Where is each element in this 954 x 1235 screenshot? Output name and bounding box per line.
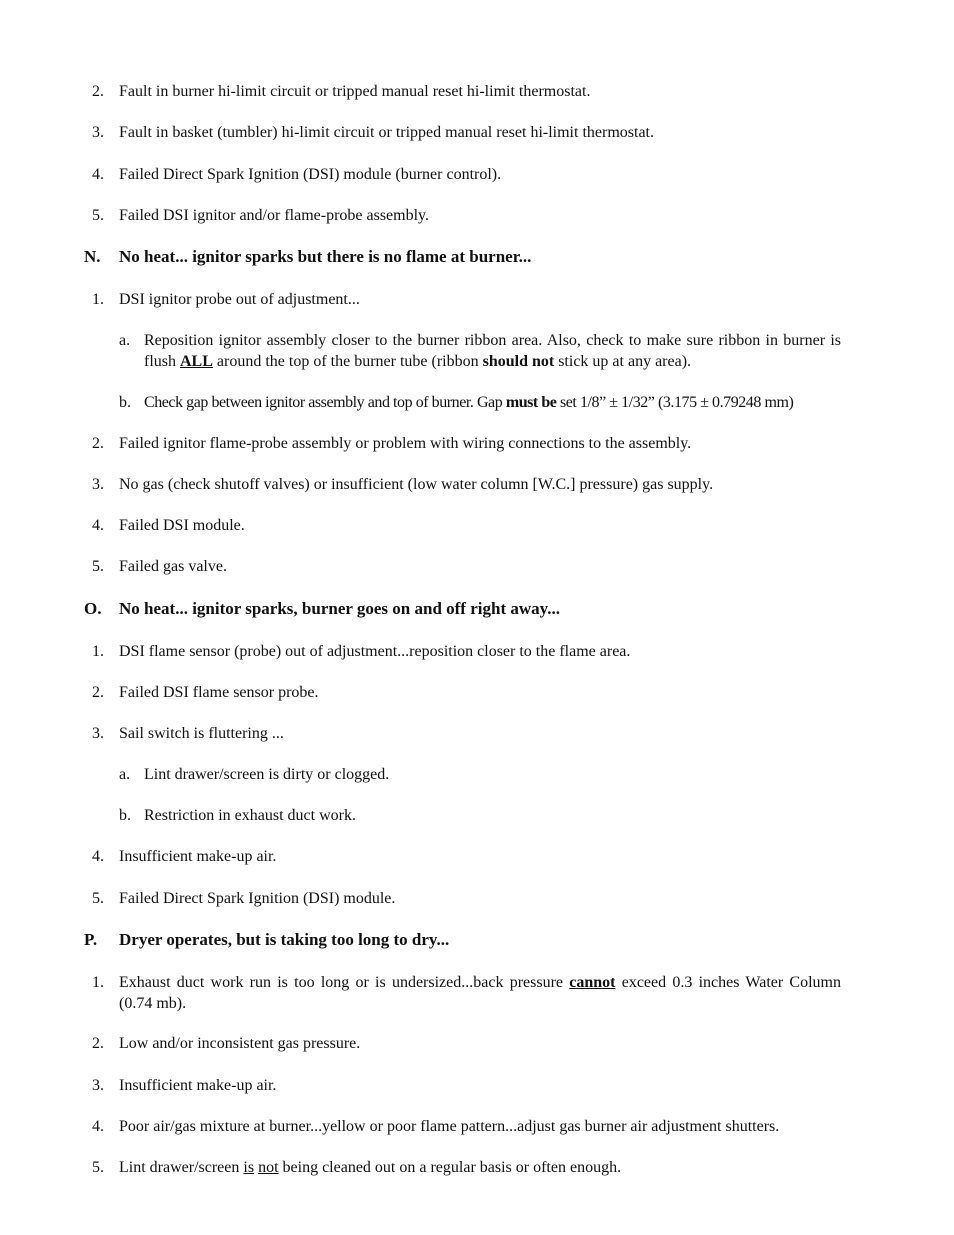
text-run: being cleaned out on a regular basis or often enough. [278, 1159, 622, 1176]
item-text: Failed ignitor flame-probe assembly or problem with wiring connections to the assembly. [119, 435, 692, 452]
item-text: Failed gas valve. [119, 558, 227, 575]
sub-item-text [144, 330, 841, 372]
sub-item-label: a. [119, 332, 131, 349]
section-title: Dryer operates, but is taking too long to dry... [119, 930, 450, 949]
item-number: 4. [92, 517, 104, 534]
emphasis-text: ALL [180, 353, 213, 370]
item-number: 3. [92, 476, 104, 493]
sub-item-label: b. [119, 807, 131, 824]
sub-item-label: a. [119, 766, 131, 783]
text-run: Check gap between ignitor assembly and top of burner. Gap [144, 394, 506, 411]
text-run: around the top of the burner tube (ribbon [212, 353, 483, 370]
item-text: Failed DSI flame sensor probe. [119, 684, 319, 701]
item-text: Failed DSI ignitor and/or flame-probe assembly. [119, 207, 429, 224]
item-text: Sail switch is fluttering ... [119, 725, 284, 742]
section-title: No heat... ignitor sparks, burner goes on and off right away... [119, 599, 560, 618]
item-number: 5. [92, 890, 104, 907]
sub-item-text: Lint drawer/screen is dirty or clogged. [144, 766, 390, 783]
item-number: 2. [92, 1035, 104, 1052]
item-text [119, 1157, 841, 1178]
emphasis-text: is [243, 1159, 255, 1176]
item-number: 3. [92, 725, 104, 742]
item-text: Insufficient make-up air. [119, 848, 277, 865]
item-number: 5. [92, 1159, 104, 1176]
item-number: 5. [92, 558, 104, 575]
item-number: 2. [92, 83, 104, 100]
item-text: Failed DSI module. [119, 517, 245, 534]
item-text: Failed Direct Spark Ignition (DSI) module. [119, 890, 396, 907]
section-title: No heat... ignitor sparks but there is no flame at burner... [119, 247, 532, 266]
emphasis-text: should not [482, 353, 555, 370]
section-letter: P. [84, 930, 98, 949]
emphasis-text: not [258, 1159, 279, 1176]
text-run: Reposition ignitor assembly closer to the burner ribbon area. Also, check to make sure ribbon in burner is flush [144, 332, 841, 370]
item-text: Failed Direct Spark Ignition (DSI) module (burner control). [119, 166, 502, 183]
item-text: DSI ignitor probe out of adjustment... [119, 291, 360, 308]
item-number: 3. [92, 1077, 104, 1094]
item-text: Fault in burner hi-limit circuit or tripped manual reset hi-limit thermostat. [119, 83, 591, 100]
item-number: 4. [92, 848, 104, 865]
item-number: 1. [92, 974, 104, 991]
item-number: 4. [92, 166, 104, 183]
item-text: DSI flame sensor (probe) out of adjustment...reposition closer to the flame area. [119, 643, 631, 660]
sub-item-text: Restriction in exhaust duct work. [144, 807, 356, 824]
section-letter: O. [84, 599, 102, 618]
emphasis-text: must be [505, 394, 557, 411]
item-text: Poor air/gas mixture at burner...yellow or poor flame pattern...adjust gas burner air adjustment shutters. [119, 1118, 780, 1135]
item-number: 2. [92, 435, 104, 452]
text-run: Lint drawer/screen [119, 1159, 244, 1176]
item-number: 3. [92, 124, 104, 141]
item-number: 5. [92, 207, 104, 224]
text-run: set 1/8” ± 1/32” (3.175 ± 0.79248 mm) [556, 394, 794, 411]
text-run: exceed 0.3 inches Water Column (0.74 mb). [119, 974, 841, 1012]
sub-item-label: b. [119, 394, 131, 411]
item-number: 2. [92, 684, 104, 701]
item-text: Fault in basket (tumbler) hi-limit circuit or tripped manual reset hi-limit thermostat. [119, 124, 654, 141]
text-run: Exhaust duct work run is too long or is undersized...back pressure [119, 974, 570, 991]
item-text: No gas (check shutoff valves) or insufficient (low water column [W.C.] pressure) gas supply. [119, 476, 714, 493]
item-text: Insufficient make-up air. [119, 1077, 277, 1094]
item-number: 1. [92, 291, 104, 308]
item-number: 4. [92, 1118, 104, 1135]
item-text [119, 972, 841, 1014]
sub-item-text [144, 392, 841, 413]
item-text: Low and/or inconsistent gas pressure. [119, 1035, 361, 1052]
emphasis-text: cannot [569, 974, 616, 991]
item-number: 1. [92, 643, 104, 660]
text-run: stick up at any area). [554, 353, 692, 370]
section-letter: N. [84, 247, 101, 266]
